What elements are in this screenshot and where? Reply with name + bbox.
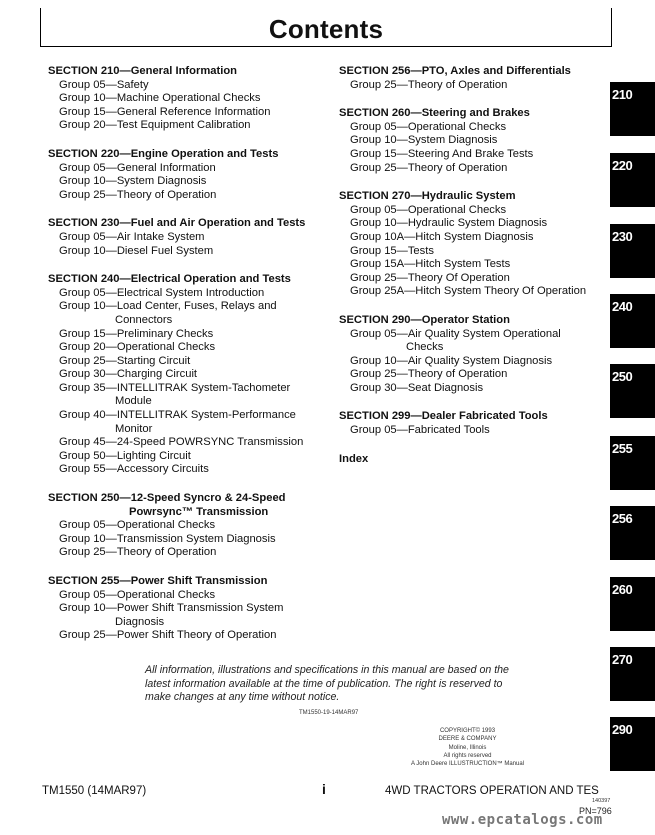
group-label: Group 05—Air Quality System Operational [350,327,561,340]
toc-group-entry [339,134,604,148]
doc-code: TM1550-19-14MAR97 [299,710,359,716]
toc-group-entry [339,285,604,299]
section-title: SECTION 210—General Information [48,65,237,77]
group-label: Group 25A—Hitch System Theory Of Operation [350,285,587,298]
toc-section [339,107,604,175]
section-title: SECTION 230—Fuel and Air Operation and Tests [48,217,306,230]
toc-group-entry [48,245,328,259]
group-label-continued: Monitor [115,422,153,435]
toc-group-entry [48,546,328,560]
toc-group-entry [48,602,328,629]
toc-group-entry [339,204,604,218]
toc-group-entry [48,92,328,106]
footer-small-code: 140397 [592,798,611,804]
toc-group-entry [48,106,328,120]
group-label: Group 30—Seat Diagnosis [350,381,484,394]
toc-group-entry [339,148,604,162]
copyright-line: All rights reserved [443,752,492,759]
group-label: Group 45—24-Speed POWRSYNC Transmission [59,436,304,449]
group-label: Group 05—Operational Checks [350,203,507,216]
toc-group-entry [48,463,328,477]
toc-group-entry [339,245,604,259]
toc-group-entry [339,121,604,135]
footer-pn: PN=796 [579,806,612,816]
toc-group-entry [48,119,328,133]
group-label: Group 15—General Reference Information [59,105,271,118]
toc-right-column [339,65,604,466]
toc-section [48,492,328,560]
group-label: Group 25—Starting Circuit [59,354,191,367]
toc-section [48,65,328,133]
group-label: Group 10A—Hitch System Diagnosis [350,230,534,243]
footer-manual-title: 4WD TRACTORS OPERATION AND TES [385,785,599,797]
toc-section [339,65,604,92]
group-label: Group 05—Safety [59,78,149,91]
group-label-continued: Checks [406,341,444,354]
toc-group-entry [339,382,604,396]
section-tab: 210 [610,82,655,136]
toc-group-entry [48,79,328,93]
toc-group-entry [339,79,604,93]
toc-group-entry [339,272,604,286]
section-tab: 290 [610,717,655,771]
section-title: SECTION 270—Hydraulic System [339,190,516,203]
group-label: Group 10—Hydraulic System Diagnosis [350,217,548,230]
toc-group-entry [339,328,604,355]
notice-text: All information, illustrations and specifications in this manual are based on the latest information available at the time of publication. The right is reserved to make changes at any time without notice. [145,664,509,703]
group-label: Group 40—INTELLITRAK System-Performance [59,409,296,422]
group-label: Group 05—Operational Checks [350,120,507,133]
section-title-continued: Powrsync™ Transmission [129,505,269,518]
toc-section [48,575,328,643]
toc-group-entry [339,368,604,382]
copyright-line: Moline, Illinois [448,744,487,751]
group-label: Group 25—Theory of Operation [59,546,217,559]
group-label: Group 10—Air Quality System Diagnosis [350,354,553,367]
toc-group-entry [48,300,328,327]
group-label: Group 05—Fabricated Tools [350,424,490,437]
group-label: Group 25—Theory of Operation [350,78,508,91]
group-label: Group 05—Air Intake System [59,230,205,243]
toc-group-entry [48,629,328,643]
section-tab: 256 [610,506,655,560]
section-tab: 255 [610,436,655,490]
group-label: Group 35—INTELLITRAK System-Tachometer [59,381,291,394]
section-tab: 240 [610,294,655,348]
toc-group-entry [48,162,328,176]
toc-group-entry [339,217,604,231]
toc-group-entry [48,175,328,189]
group-label: Group 15A—Hitch System Tests [350,258,511,271]
toc-section [48,217,328,258]
toc-group-entry [48,409,328,436]
group-label: Group 25—Theory of Operation [59,188,217,201]
group-label: Group 10—Power Shift Transmission System [59,602,284,615]
group-label: Group 15—Steering And Brake Tests [350,147,534,160]
toc-group-entry [48,341,328,355]
copyright-line: COPYRIGHT© 1993 [439,728,496,734]
toc-section [48,273,328,477]
toc-group-entry [339,355,604,369]
section-title: SECTION 299—Dealer Fabricated Tools [339,410,548,423]
group-label-continued: Diagnosis [115,615,165,628]
watermark-url: www.epcatalogs.com [442,812,603,828]
section-title: SECTION 260—Steering and Brakes [339,107,530,120]
section-tab: 260 [610,577,655,631]
section-title: SECTION 290—Operator Station [339,313,510,326]
group-label: Group 05—Electrical System Introduction [59,286,265,299]
toc-group-entry [48,589,328,603]
section-title: SECTION 240—Electrical Operation and Tests [48,273,291,286]
toc-index-entry: Index [339,452,369,465]
section-title: SECTION 256—PTO, Axles and Differentials [339,65,571,77]
group-label: Group 05—Operational Checks [59,588,216,601]
section-tab: 270 [610,647,655,701]
group-label: Group 10—System Diagnosis [350,134,498,147]
group-label-continued: Connectors [115,313,173,326]
copyright-line: DEERE & COMPANY [438,736,497,743]
page-title: Contents [268,14,384,44]
group-label: Group 10—System Diagnosis [59,175,207,188]
section-tab: 250 [610,364,655,418]
group-label: Group 20—Test Equipment Calibration [59,119,251,132]
group-label: Group 20—Operational Checks [59,341,216,354]
footer-page-number: i [322,781,326,797]
section-title: SECTION 250—12-Speed Syncro & 24-Speed [48,492,286,505]
group-label: Group 55—Accessory Circuits [59,463,209,476]
section-tabs [610,0,655,835]
section-tab: 230 [610,224,655,278]
toc-group-entry [339,231,604,245]
group-label: Group 25—Power Shift Theory of Operation [59,629,277,642]
toc-group-entry [48,450,328,464]
group-label: Group 25—Theory of Operation [350,161,508,174]
toc-section [339,190,604,299]
group-label: Group 25—Theory Of Operation [350,271,510,284]
group-label: Group 10—Machine Operational Checks [59,92,261,105]
toc-group-entry [48,519,328,533]
toc-group-entry [48,436,328,450]
group-label: Group 10—Diesel Fuel System [59,244,214,257]
group-label: Group 30—Charging Circuit [59,368,198,381]
toc-group-entry [339,258,604,272]
group-label-continued: Module [115,395,152,408]
section-title: SECTION 255—Power Shift Transmission [48,575,268,587]
section-tab: 220 [610,153,655,207]
toc-group-entry [48,287,328,301]
toc-group-entry [48,355,328,369]
section-title: SECTION 220—Engine Operation and Tests [48,147,279,160]
toc-group-entry [48,382,328,409]
toc-group-entry [48,533,328,547]
toc-left-column [48,65,328,658]
footer-manual-id: TM1550 (14MAR97) [42,785,147,797]
group-label: Group 25—Theory of Operation [350,368,508,381]
toc-section [339,314,604,396]
group-label: Group 05—Operational Checks [59,519,216,532]
toc-group-entry [339,162,604,176]
group-label: Group 10—Transmission System Diagnosis [59,532,276,545]
group-label: Group 10—Load Center, Fuses, Relays and [59,300,277,313]
toc-section [48,148,328,202]
copyright-block [405,727,530,768]
group-label: Group 05—General Information [59,161,216,174]
group-label: Group 15—Preliminary Checks [59,327,214,340]
toc-group-entry [339,424,604,438]
toc-group-entry [48,368,328,382]
toc-group-entry [48,189,328,203]
copyright-line: A John Deere ILLUSTRUCTION™ Manual [410,761,525,768]
group-label: Group 15—Tests [350,244,434,257]
toc-section [339,410,604,437]
group-label: Group 50—Lighting Circuit [59,449,191,462]
toc-group-entry [48,328,328,342]
toc-group-entry [48,231,328,245]
